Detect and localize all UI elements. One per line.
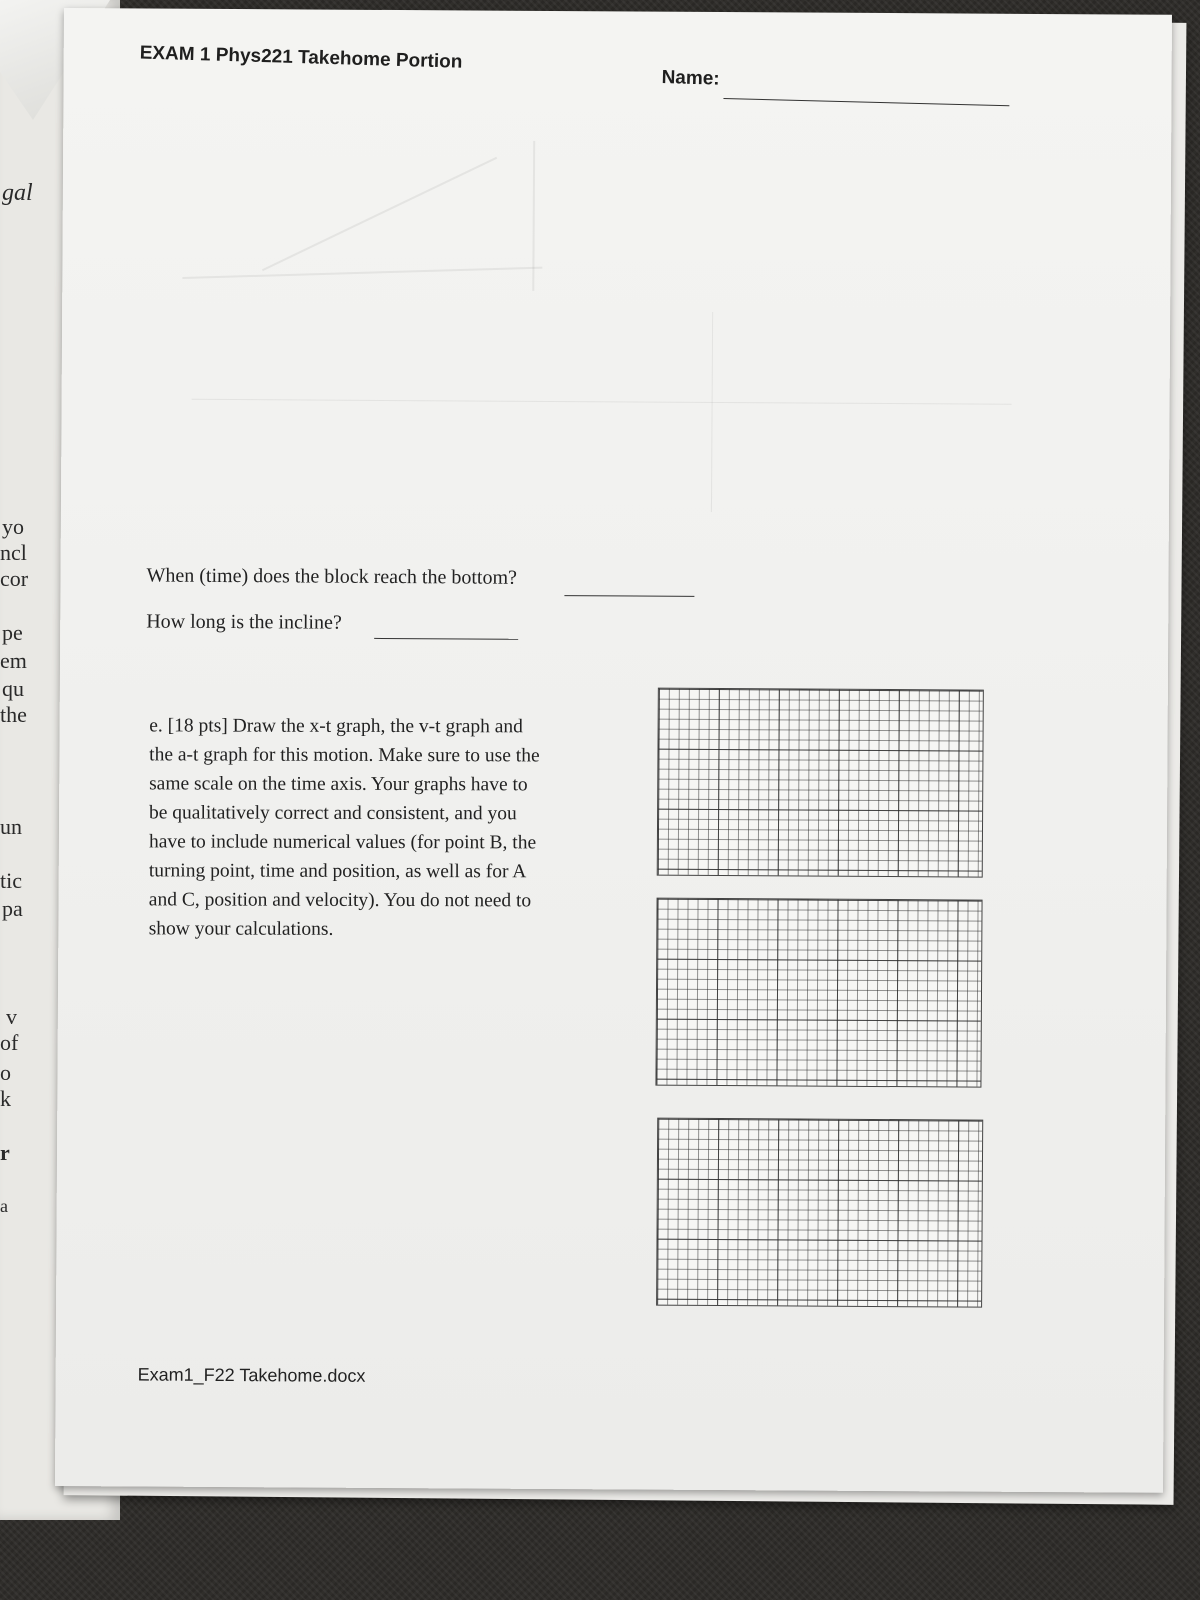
graph-grid-v-t[interactable] [655,898,982,1088]
part-e-instructions [149,711,620,944]
under-fragment: tic [0,868,22,893]
under-fragment: un [0,814,22,839]
under-fragment: cor [0,566,29,591]
under-fragment: the [0,702,27,727]
graph-grid-x-t[interactable] [657,688,984,878]
under-fragment: o [0,1060,11,1085]
under-fragment: ncl [0,540,27,565]
ghost-mark [262,157,497,271]
under-fragment: yo [2,514,24,539]
under-fragment: qu [2,676,24,701]
under-fragment: pe [2,620,23,645]
under-fragment: gal [2,180,33,206]
ghost-mark [192,399,1012,405]
under-fragment: em [0,648,27,673]
under-fragment: r [0,1140,10,1165]
part-e-line: have to include numerical values (for point B, the [148,831,537,854]
exam-page [55,8,1172,1493]
exam-title: EXAM 1 Phys221 Takehome Portion [139,42,463,73]
part-e-line: the a-t graph for this motion. Make sure to use the [149,744,540,767]
name-label: Name: [661,67,720,90]
under-fragment: v [6,1004,17,1029]
name-field[interactable] [723,98,1009,106]
answer-line-time[interactable] [564,595,694,597]
part-e-line: and C, position and velocity). You do not need to [148,889,532,912]
question-length: How long is the incline? [146,610,342,634]
graph-grid-a-t[interactable] [656,1118,983,1308]
part-e-line: be qualitatively correct and consistent, and you [149,802,517,825]
under-fragment: k [0,1086,11,1111]
under-fragment: a [0,1196,8,1216]
ghost-mark [711,312,713,512]
part-e-line: show your calculations. [148,918,334,940]
part-e-line: e. [18 pts] Draw the x-t graph, the v-t graph and [149,715,523,738]
part-e-line: same scale on the time axis. Your graphs have to [149,773,528,796]
question-time: When (time) does the block reach the bottom? [146,564,518,589]
under-fragment: pa [2,896,23,921]
part-e-line: turning point, time and position, as well as for A [148,860,527,883]
answer-line-length[interactable] [374,638,518,640]
under-fragment: of [0,1030,19,1055]
ghost-mark [182,267,542,279]
footer-filename: Exam1_F22 Takehome.docx [137,1364,366,1386]
